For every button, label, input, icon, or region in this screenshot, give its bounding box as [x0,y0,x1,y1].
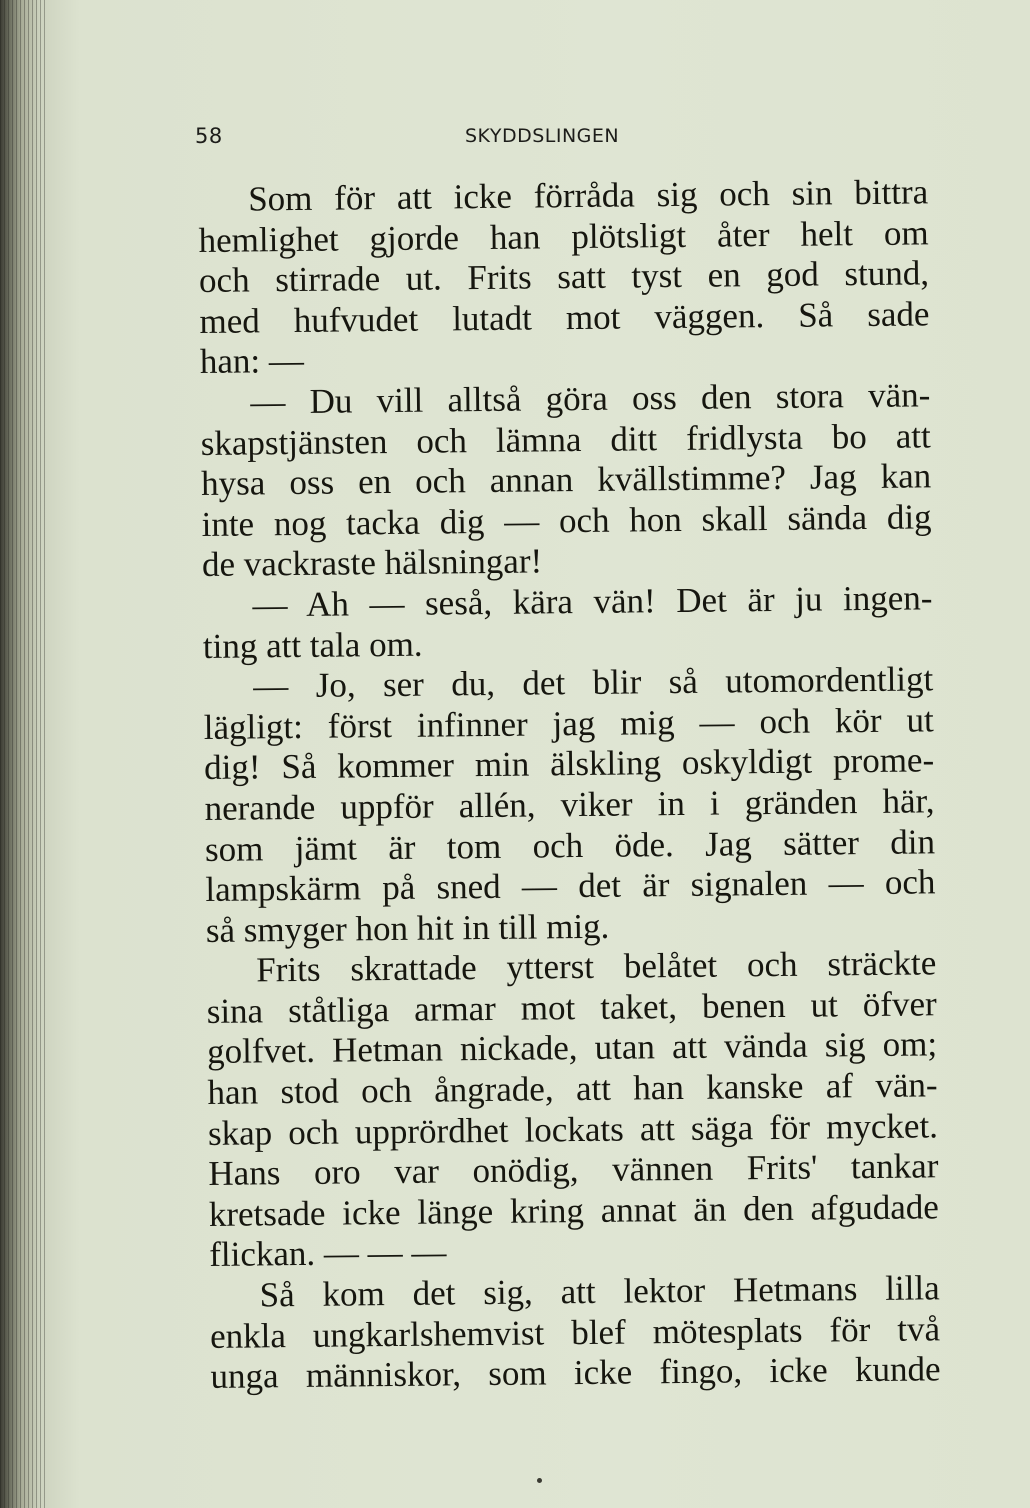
page-stack-edge [0,0,46,1508]
text-line: dig! Så kommer min älskling oskyldigt prome- [203,740,935,788]
text-line: Som för att icke förråda sig och sin bittra [247,172,929,219]
text-line: han: — [199,341,305,382]
text-line: inte nog tacka dig — och hon skall sända dig [201,497,932,544]
text-line: sina ståtliga armar mot taket, benen ut öfver [206,984,937,1031]
text-line: lampskärm på sned — det är signalen — och [205,862,936,910]
text-line: skapstjänsten och lämna ditt fridlysta bo att [200,415,931,463]
page-speck [537,1478,542,1483]
text-line: ting att tala om. [202,624,423,666]
text-line: kretsade icke länge kring annat än den afgudade [208,1187,939,1234]
text-line: han stod och ångrade, att han kanske af vän- [207,1065,938,1113]
text-line: — Ah — seså, kära vän! Det är ju ingen- [252,578,933,625]
text-line: och stirrade ut. Frits satt tyst en god stund, [198,253,930,301]
text-line: flickan. — — — [209,1232,447,1275]
text-line: Hans oro var onödig, vännen Frits' tankar [208,1146,939,1194]
text-line: Frits skrattade ytterst belåtet och sträckte [256,943,937,990]
text-line: golfvet. Hetman nickade, utan att vända sig om; [206,1024,938,1072]
text-line: Så kom det sig, att lektor Hetmans lilla [259,1268,940,1315]
text-line: hemlighet gjorde han plötsligt åter helt om [198,212,929,260]
text-line: unga människor, som icke fingo, icke kunde [210,1349,941,1397]
text-line: som jämt är tom och öde. Jag sätter din [204,821,936,869]
text-line: nerande uppför allén, viker in i gränden här, [204,781,935,828]
text-line: de vackraste hälsningar! [201,541,543,585]
text-line: enkla ungkarlshemvist blef mötesplats för två [209,1308,941,1356]
page-header [195,120,935,150]
text-line: — Du vill alltså göra oss den stora vän- [250,375,931,422]
body-text [198,172,941,1397]
running-head: SKYDDSLINGEN [465,125,620,147]
text-line: skap och upprördhet lockats att säga för mycket. [207,1105,939,1153]
text-line: hysa oss en och annan kvällstimme? Jag kan [200,456,932,504]
text-line: — Jo, ser du, det blir så utomordentligt [253,659,934,706]
text-line: lägligt: först infinner jag mig — och kör ut [203,700,934,747]
text-line: så smyger hon hit in till mig. [205,906,610,950]
text-line: med hufvudet lutadt mot väggen. Så sade [199,294,930,341]
page-number: 58 [195,124,223,148]
